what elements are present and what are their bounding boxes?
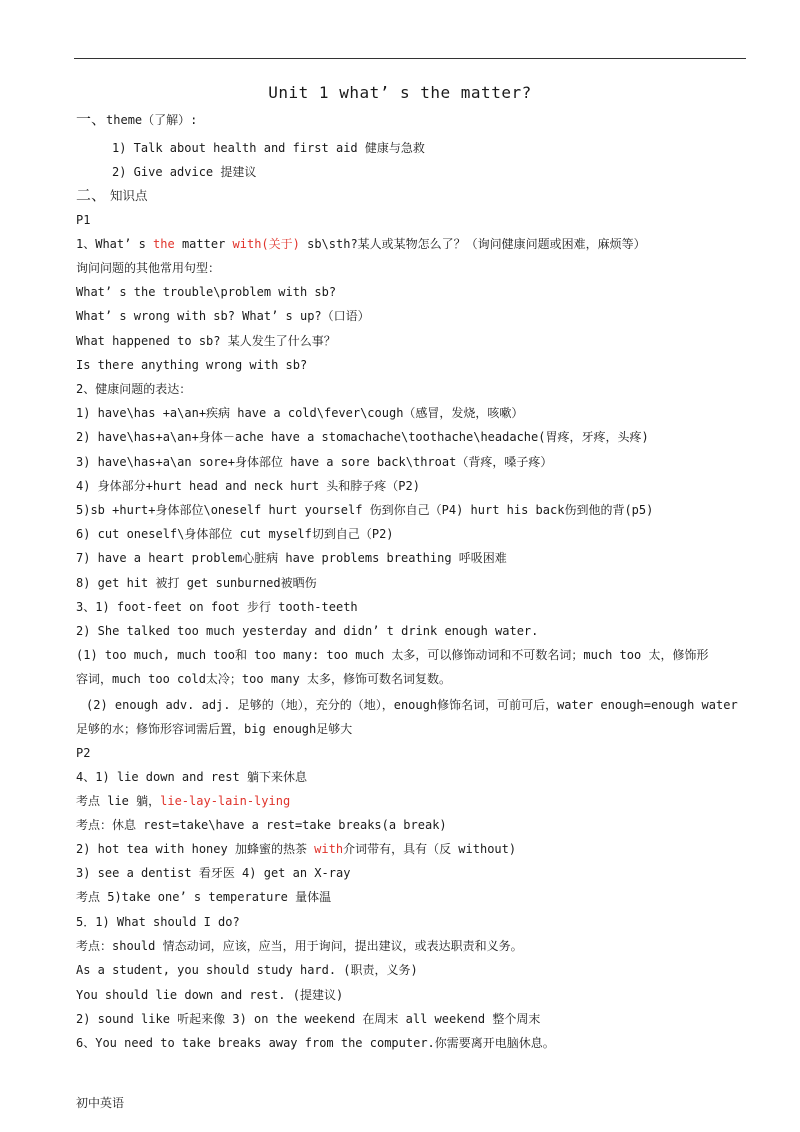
tea-line <box>76 840 516 858</box>
page-title: Unit 1 what’ s the matter? <box>268 83 532 102</box>
block-a-line-14: 8) get hit 被打 get sunburned被晒伤 <box>76 575 317 590</box>
theme-item-1: 1) Talk about health and first aid 健康与急救 <box>112 141 425 155</box>
point-1-mid: matter <box>174 237 233 251</box>
point-1-line <box>76 235 646 253</box>
tea-with: with <box>314 842 344 856</box>
lie-line: 4、1) lie down and rest 躺下来休息 <box>76 770 307 784</box>
block-a-line-3: What’ s wrong with sb? What’ s up?（口语） <box>76 309 370 324</box>
section-2-heading <box>76 186 148 205</box>
block-a-line-12: 6) cut oneself\身体部位 cut myself切到自己（P2) <box>76 527 394 542</box>
block-a-line-8: 2) have\has+a\an+身体－ache have a stomachache\toothache\headache(胃疼，牙疼，头疼) <box>76 430 649 445</box>
block-a-line-11: 5)sb +hurt+身体部位\oneself hurt yourself 伤到你自己（P4) hurt his back伤到他的背(p5) <box>76 503 654 517</box>
point-1-with: with(关于) <box>232 237 300 251</box>
section-2-marker: 二、 <box>76 186 107 204</box>
block-b-line-2: 考点 5)take one’ s temperature 量体温 <box>76 890 332 905</box>
lie-forms: lie-lay-lain-lying <box>160 794 291 808</box>
block-a-line-18: 容词，much too cold太冷；too many 太多，修饰可数名词复数。 <box>76 672 451 687</box>
lie-point-line <box>76 792 290 810</box>
block-a-line-13: 7) have a heart problem心脏病 have problems breathing 呼吸困难 <box>76 551 507 566</box>
block-a-line-9: 3) have\has+a\an sore+身体部位 have a sore back\throat（背疼，嗓子疼） <box>76 454 553 469</box>
tea-pre: 2) hot tea with honey 加蜂蜜的热茶 <box>76 842 315 856</box>
point-1-the: the <box>153 237 175 251</box>
lie-point-pre: 考点 lie 躺， <box>76 794 161 808</box>
section-2-text: 知识点 <box>110 188 148 203</box>
rest-point-line: 考点：休息 rest=take\have a rest=take breaks(a break) <box>76 818 447 832</box>
block-a-line-2: What’ s the trouble\problem with sb? <box>76 285 337 300</box>
header-rule <box>74 58 746 59</box>
block-b-line-4: 考点：should 情态动词，应该，应当，用于询问，提出建议，或表达职责和义务。 <box>76 938 523 953</box>
section-1-text: theme（了解）: <box>106 113 198 127</box>
enough-line-2: 足够的水；修饰形容词需后置，big enough足够大 <box>76 722 353 736</box>
block-a-line-16: 2) She talked too much yesterday and didn’ t drink enough water. <box>76 624 539 638</box>
block-b-line-8: 6、You need to take breaks away from the computer.你需要离开电脑休息。 <box>76 1036 555 1051</box>
enough-line-1: (2) enough adv. adj. 足够的（地），充分的（地），enough修饰名词，可前可后，water enough=enough water <box>86 698 738 712</box>
p1-label: P1 <box>76 213 91 227</box>
block-a-line-17: (1) too much, much too和 too many: too much 太多，可以修饰动词和不可数名词；much too 太，修饰形 <box>76 648 709 663</box>
block-a-line-1: 询问问题的其他常用句型： <box>76 261 221 275</box>
footer-label: 初中英语 <box>76 1096 125 1110</box>
block-a-line-6: 2、健康问题的表达： <box>76 382 192 396</box>
point-1-pre: 1、What’ s <box>76 237 154 251</box>
theme-item-2: 2) Give advice 提建议 <box>112 165 257 179</box>
block-b-line-6: You should lie down and rest. (提建议) <box>76 987 344 1002</box>
block-a-line-15: 3、1) foot-feet on foot 步行 tooth-teeth <box>76 599 358 614</box>
block-b-line-7: 2) sound like 听起来像 3) on the weekend 在周末 all weekend 整个周末 <box>76 1011 541 1026</box>
point-1-post: sb\sth?某人或某物怎么了？（询问健康问题或困难，麻烦等） <box>299 237 646 251</box>
block-a-line-7: 1) have\has +a\an+疾病 have a cold\fever\cough（感冒，发烧，咳嗽） <box>76 406 524 421</box>
block-b-line-1: 3) see a dentist 看牙医 4) get an X-ray <box>76 866 351 880</box>
section-1-heading <box>76 110 197 129</box>
block-b-line-5: As a student, you should study hard. (职责，义务) <box>76 963 418 978</box>
block-a-line-5: Is there anything wrong with sb? <box>76 357 308 372</box>
block-b-line-3: 5．1) What should I do? <box>76 914 240 929</box>
section-1-marker: 一、 <box>76 110 107 128</box>
p2-label: P2 <box>76 746 91 760</box>
block-a-line-4: What happened to sb? 某人发生了什么事？ <box>76 333 336 348</box>
block-a-line-10: 4) 身体部分+hurt head and neck hurt 头和脖子疼（P2) <box>76 478 420 493</box>
tea-post: 介词带有，具有（反 without) <box>343 842 517 856</box>
